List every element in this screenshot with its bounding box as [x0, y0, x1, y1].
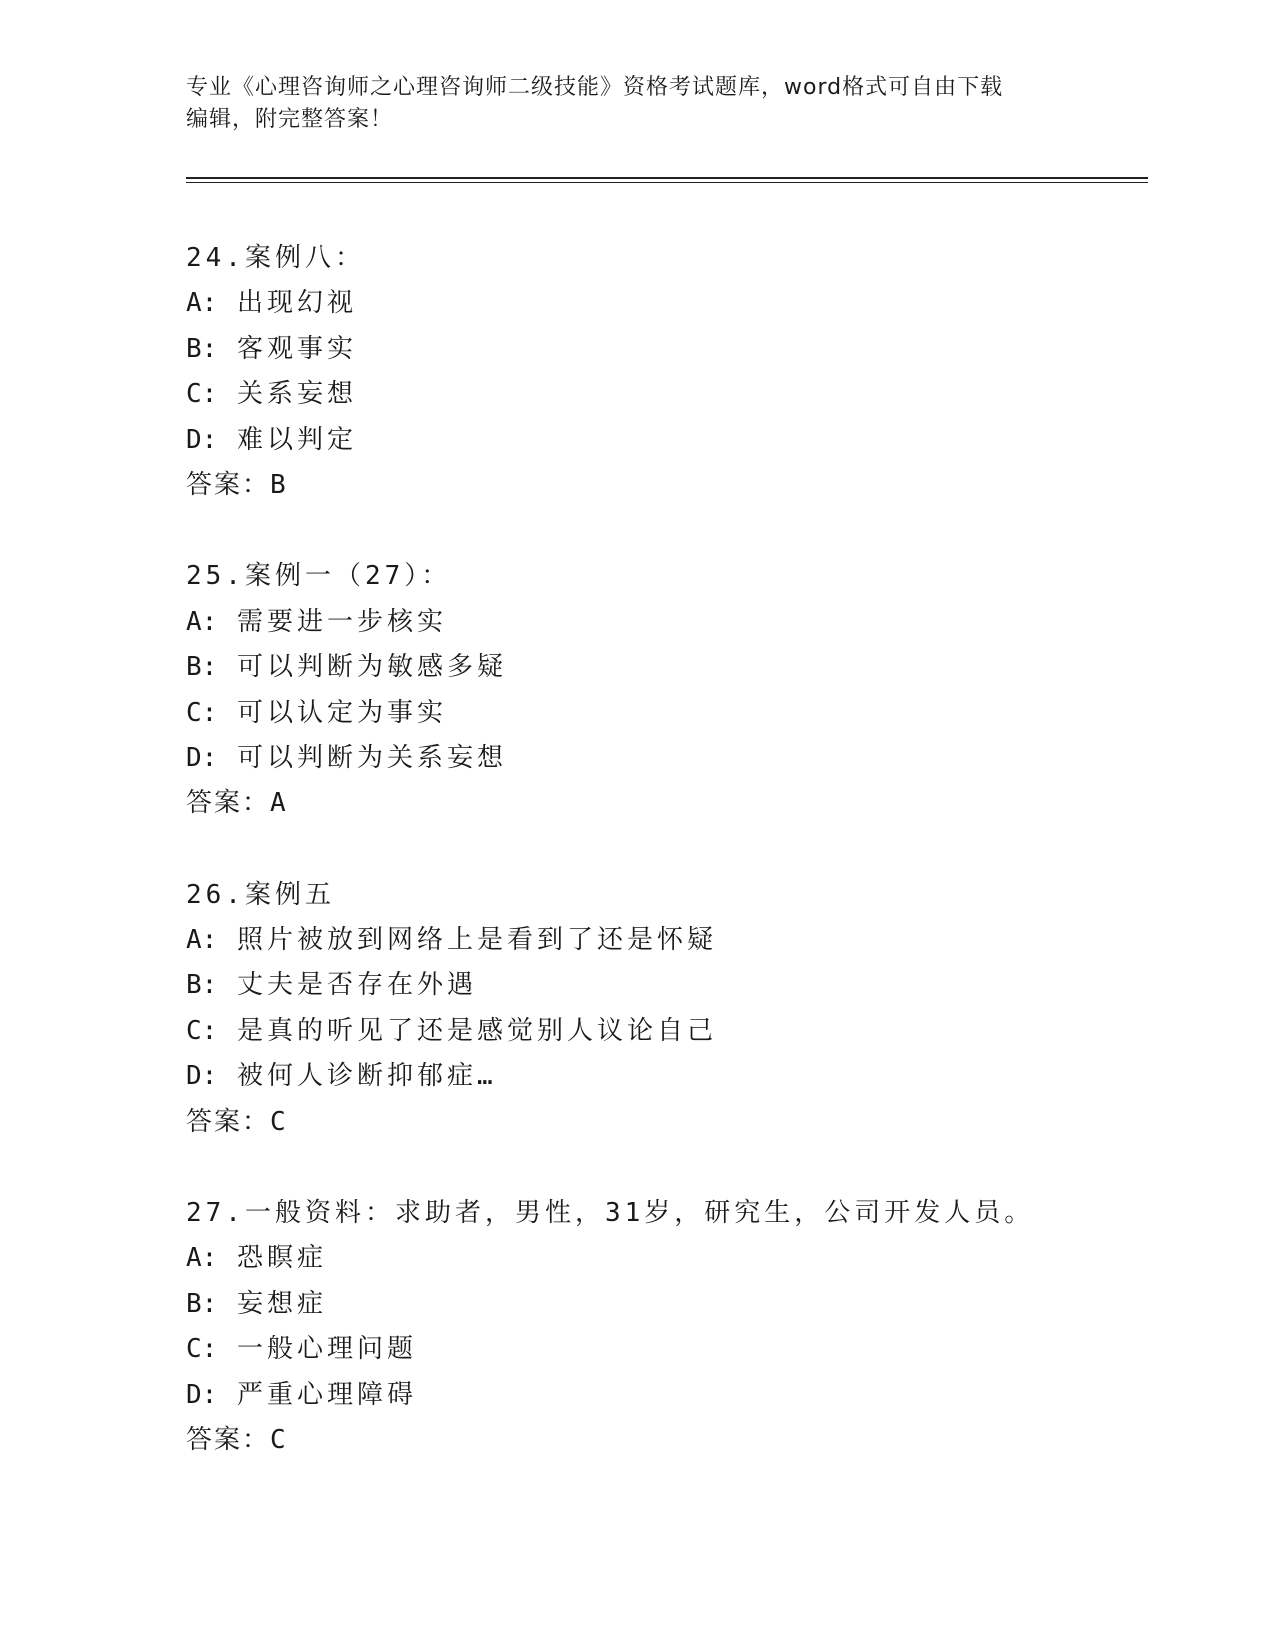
answer-line	[186, 1418, 1146, 1463]
question-24	[186, 236, 1146, 508]
option-letter: B:	[186, 970, 218, 1001]
answer-label: 答案：	[186, 469, 271, 500]
option-text: 可以认定为事实	[236, 697, 447, 728]
option-letter: A:	[186, 288, 218, 319]
option-text: 是真的听见了还是感觉别人议论自己	[236, 1015, 717, 1046]
option-text: 照片被放到网络上是看到了还是怀疑	[236, 925, 717, 956]
option-b	[186, 327, 1146, 372]
option-d	[186, 1054, 1146, 1099]
option-text: 严重心理障碍	[236, 1379, 417, 1410]
header-line-2: 编辑，附完整答案！	[186, 107, 394, 132]
option-b	[186, 1282, 1146, 1327]
option-letter: C:	[186, 379, 218, 410]
option-d	[186, 1373, 1146, 1418]
option-text: 恐瞑症	[236, 1243, 327, 1274]
option-c	[186, 1327, 1146, 1372]
question-25	[186, 554, 1146, 826]
answer-line	[186, 463, 1146, 508]
option-letter: D:	[186, 1061, 218, 1092]
question-title: 25.案例一（27）：	[186, 561, 452, 592]
header-divider-thick	[186, 177, 1148, 179]
option-letter: B:	[186, 333, 218, 364]
header-divider-thin	[186, 182, 1148, 183]
question-title: 27.一般资料：求助者，男性，31岁，研究生，公司开发人员。	[186, 1198, 1035, 1229]
answer-value: C	[270, 1106, 286, 1137]
option-text: 可以判断为敏感多疑	[236, 652, 507, 683]
option-text: 妄想症	[236, 1288, 327, 1319]
answer-line	[186, 1100, 1146, 1145]
option-text: 丈夫是否存在外遇	[236, 970, 477, 1001]
option-c	[186, 372, 1146, 417]
option-letter: D:	[186, 1379, 218, 1410]
answer-value: C	[270, 1424, 286, 1455]
option-letter: C:	[186, 697, 218, 728]
option-letter: A:	[186, 606, 218, 637]
option-b	[186, 645, 1146, 690]
answer-label: 答案：	[186, 1424, 271, 1455]
option-text: 一般心理问题	[236, 1334, 417, 1365]
answer-value: B	[270, 469, 286, 500]
option-a	[186, 918, 1146, 963]
option-b	[186, 963, 1146, 1008]
option-text: 关系妄想	[236, 379, 357, 410]
answer-label: 答案：	[186, 788, 271, 819]
document-header	[186, 72, 1086, 136]
option-letter: A:	[186, 1243, 218, 1274]
option-d	[186, 736, 1146, 781]
question-26	[186, 873, 1146, 1145]
option-letter: D:	[186, 742, 218, 773]
option-text: 出现幻视	[236, 288, 357, 319]
option-text: 被何人诊断抑郁症…	[236, 1061, 497, 1092]
answer-label: 答案：	[186, 1106, 271, 1137]
question-list	[186, 236, 1146, 1509]
option-text: 难以判定	[236, 424, 357, 455]
option-letter: D:	[186, 424, 218, 455]
option-a	[186, 600, 1146, 645]
option-letter: C:	[186, 1015, 218, 1046]
option-text: 需要进一步核实	[236, 606, 447, 637]
option-letter: A:	[186, 925, 218, 956]
option-c	[186, 1009, 1146, 1054]
answer-value: A	[270, 788, 286, 819]
option-a	[186, 1236, 1146, 1281]
option-c	[186, 691, 1146, 736]
option-a	[186, 281, 1146, 326]
question-27	[186, 1191, 1146, 1463]
question-title: 26.案例五	[186, 879, 335, 910]
header-line-1: 专业《心理咨询师之心理咨询师二级技能》资格考试题库，word格式可自由下载	[186, 75, 1004, 100]
option-letter: B:	[186, 652, 218, 683]
option-letter: B:	[186, 1288, 218, 1319]
option-letter: C:	[186, 1334, 218, 1365]
option-d	[186, 418, 1146, 463]
option-text: 可以判断为关系妄想	[236, 742, 507, 773]
question-title: 24.案例八：	[186, 243, 365, 273]
answer-line	[186, 781, 1146, 826]
option-text: 客观事实	[236, 333, 357, 364]
